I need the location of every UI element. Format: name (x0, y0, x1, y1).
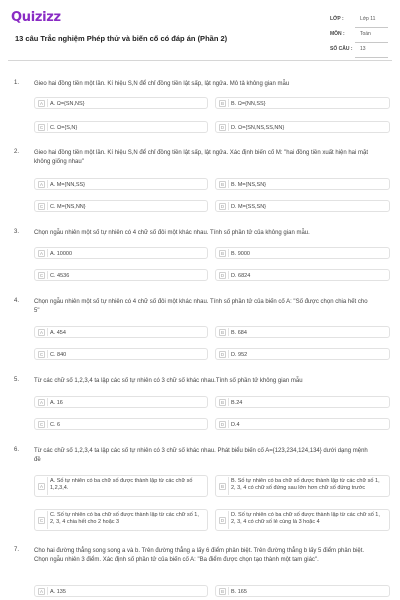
header-divider (8, 60, 392, 61)
question-text: Gieo hai đồng tiền một lần. Kí hiệu S,N để chỉ đồng tiền lật sấp, lật ngửa. Xác định biến cố M: "hai đồng tiền xuất hiện hai mặt không giống nhau" (34, 150, 369, 165)
option-text: A. 10000 (50, 250, 73, 257)
option-letter: B (220, 330, 224, 335)
option-letter: B (220, 182, 224, 187)
option-letter: C (39, 422, 44, 427)
question-text: Cho hai đường thẳng song song a và b. Trên đường thẳng a lấy 6 điểm phân biệt. Trên đường thẳng b lấy 5 điểm phân biệt. Chọn ngẫu nhiên 3 điểm. Xác định số phần tử của biến cố A: "Ba điểm được chọn tạo thành một tam giác". (34, 548, 365, 563)
question-text: Gieo hai đồng tiền một lần. Kí hiệu S,N để chỉ đồng tiền lật sấp, lật ngửa. Mô tả không gian mẫu (34, 81, 290, 87)
option-c[interactable] (34, 269, 208, 281)
option-text: A. M={NN,SS} (50, 181, 86, 188)
option-letter: D (220, 273, 225, 278)
option-letter: A (39, 400, 43, 405)
option-a[interactable] (34, 178, 208, 190)
option-b[interactable] (215, 396, 390, 408)
option-d[interactable] (215, 269, 390, 281)
option-a[interactable] (34, 326, 208, 338)
option-letter: D (220, 204, 225, 209)
option-text: C. Số tự nhiên có ba chữ số được thành lập từ các chữ số 1, 2, 3, 4 chia hết cho 2 hoặc 3 (50, 512, 199, 525)
option-letter: B (220, 101, 224, 106)
option-text: D. M={SS,SN} (231, 203, 267, 210)
meta-value: Lớp 11 (360, 16, 376, 22)
option-letter: C (39, 352, 44, 357)
question-text: Từ các chữ số 1,2,3,4 ta lập các số tự nhiên có 3 chữ số khác nhau. Phát biểu biến cố A={123,234,124,134} dưới dạng mệnh đề (34, 448, 368, 463)
option-letter: D (220, 125, 225, 130)
option-letter: A (39, 182, 43, 187)
option-letter: A (39, 484, 43, 489)
meta-underline (355, 57, 388, 58)
question-number: 1. (14, 80, 20, 86)
option-d[interactable] (215, 348, 390, 360)
option-text: A. 135 (50, 588, 66, 595)
question-number: 4. (14, 298, 20, 304)
option-text: B.24 (231, 399, 243, 406)
question-number: 5. (14, 377, 20, 383)
option-text: C. 4536 (50, 272, 70, 279)
option-letter: D (220, 422, 225, 427)
option-b[interactable] (215, 178, 390, 190)
option-text: D. Ω={SN,NS,SS,NN} (231, 124, 285, 131)
meta-underline (355, 42, 388, 43)
option-text: B. Ω={NN,SS} (231, 100, 266, 107)
option-letter: B (220, 251, 224, 256)
option-c[interactable] (34, 509, 208, 531)
option-text: D.4 (231, 421, 240, 428)
option-letter: C (39, 125, 44, 130)
option-text: B. Số tự nhiên có ba chữ số được thành lập từ các chữ số 1, 2, 3, 4 có chữ số đứng sau lớn hơn chữ số đứng trước (231, 478, 380, 491)
option-d[interactable] (215, 509, 390, 531)
option-letter: A (39, 330, 43, 335)
option-b[interactable] (215, 326, 390, 338)
option-text: A. 454 (50, 329, 66, 336)
option-d[interactable] (215, 121, 390, 133)
option-a[interactable] (34, 247, 208, 259)
option-letter: A (39, 251, 43, 256)
option-c[interactable] (34, 418, 208, 430)
option-a[interactable] (34, 97, 208, 109)
option-letter: C (39, 273, 44, 278)
option-text: D. 952 (231, 351, 248, 358)
option-letter: B (220, 589, 224, 594)
option-b[interactable] (215, 247, 390, 259)
question-number: 6. (14, 447, 20, 453)
question-text: Chọn ngẫu nhiên một số tự nhiên có 4 chữ số đôi một khác nhau. Tính số phần tử của biến cố A: "Số được chọn chia hết cho 5" (34, 299, 368, 314)
option-a[interactable] (34, 475, 208, 497)
option-c[interactable] (34, 121, 208, 133)
option-letter: C (39, 204, 44, 209)
meta-label: MÔN : (330, 31, 345, 37)
worksheet-header (0, 0, 400, 62)
option-c[interactable] (34, 348, 208, 360)
option-text: C. 840 (50, 351, 67, 358)
option-text: B. 165 (231, 588, 247, 595)
option-letter: C (39, 518, 44, 523)
meta-value: 13 (360, 46, 366, 52)
option-letter: B (220, 484, 224, 489)
option-letter: A (39, 101, 43, 106)
option-a[interactable] (34, 396, 208, 408)
option-b[interactable] (215, 585, 390, 597)
option-text: B. M={NS,SN} (231, 181, 267, 188)
option-letter: B (220, 400, 224, 405)
option-letter: D (220, 518, 225, 523)
meta-row-subject (322, 29, 388, 44)
meta-label: SỐ CÂU : (330, 46, 353, 52)
meta-row-grade (322, 14, 388, 29)
option-d[interactable] (215, 200, 390, 212)
quizizz-logo: Quizizz (11, 10, 61, 25)
option-text: B. 684 (231, 329, 247, 336)
option-text: C. M={NS,NN} (50, 203, 86, 210)
question-text: Từ các chữ số 1,2,3,4 ta lập các số tự nhiên có 3 chữ số khác nhau.Tính số phần tử không gian mẫu (34, 378, 303, 384)
meta-label: LỚP : (330, 16, 344, 22)
option-text: A. Ω={SN,NS} (50, 100, 85, 107)
option-text: C. 6 (50, 421, 61, 428)
option-c[interactable] (34, 200, 208, 212)
question-number: 3. (14, 229, 20, 235)
meta-panel (322, 14, 388, 59)
option-b[interactable] (215, 97, 390, 109)
option-text: D. 6824 (231, 272, 251, 279)
option-letter: D (220, 352, 225, 357)
option-text: B. 9000 (231, 250, 250, 257)
meta-underline (355, 27, 388, 28)
option-text: C. Ω={S,N} (50, 124, 78, 131)
option-text: A. 16 (50, 399, 63, 406)
question-number: 2. (14, 149, 20, 155)
option-b[interactable] (215, 475, 390, 497)
option-text: D. Số tự nhiên có ba chữ số được thành lập từ các chữ số 1, 2, 3, 4 có chữ số lẻ cùng là 3 hoặc 4 (231, 512, 380, 525)
question-text: Chọn ngẫu nhiên một số tự nhiên có 4 chữ số đôi một khác nhau. Tính số phần tử của không gian mẫu. (34, 230, 310, 236)
option-text: A. Số tự nhiên có ba chữ số được thành lập từ các chữ số 1,2,3,4. (50, 478, 193, 491)
option-a[interactable] (34, 585, 208, 597)
meta-row-count (322, 44, 388, 59)
option-d[interactable] (215, 418, 390, 430)
option-letter: A (39, 589, 43, 594)
page-title: 13 câu Trắc nghiệm Phép thử và biến cố có đáp án (Phần 2) (15, 34, 228, 43)
meta-value: Toán (360, 31, 371, 37)
question-number: 7. (14, 547, 20, 553)
